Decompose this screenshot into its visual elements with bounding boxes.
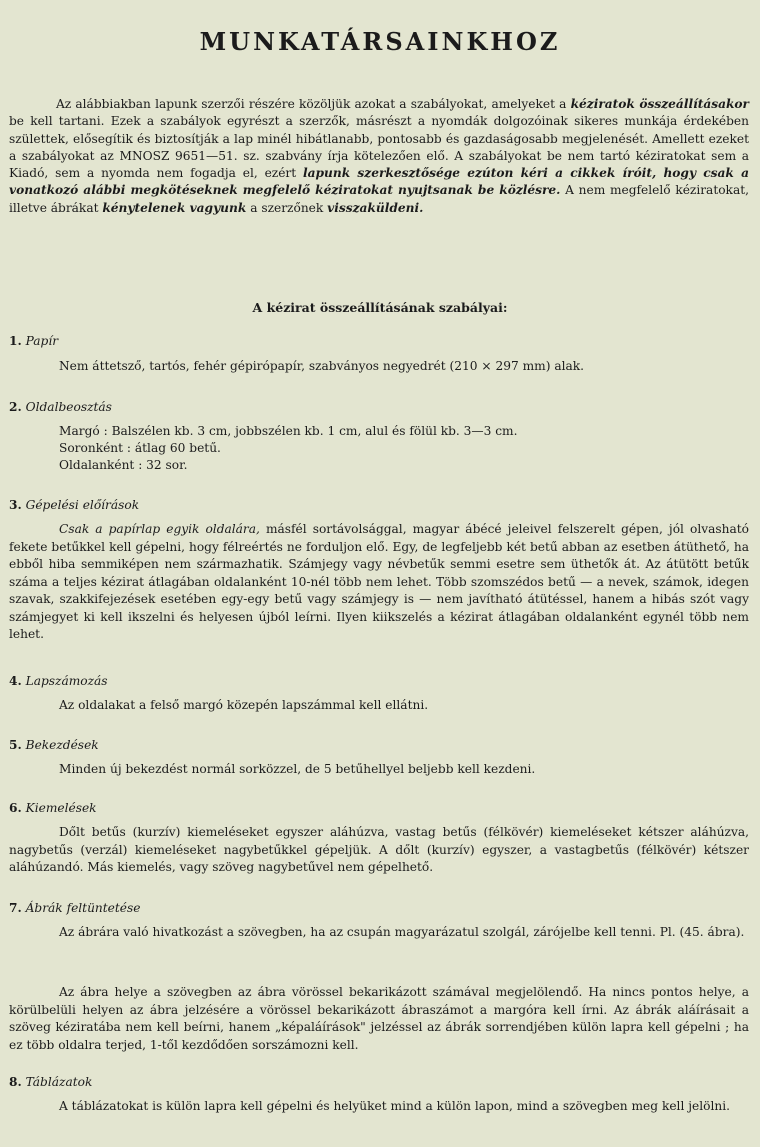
intro-emphasis-3: kénytelenek vagyunk	[102, 200, 247, 215]
section-number: 6.	[9, 801, 22, 815]
section-heading-paragraphs	[9, 738, 99, 752]
intro-text-4: a szerzőnek	[246, 200, 328, 215]
paragraph-text: Nem áttetsző, tartós, fehér gépirópapír, szabványos negyedrét (210 × 297 mm) alak.	[59, 359, 585, 373]
section-title: Kiemelések	[25, 801, 97, 815]
paragraph-text: Az ábrára való hivatkozást a szövegben, ha az csupán magyarázatul szolgál, zárójelbe kell tenni. Pl. (45. ábra).	[59, 925, 745, 939]
paragraph-text: A táblázatokat is külön lapra kell gépelni és helyüket mind a külön lapon, mind a szövegben meg kell jelölni.	[59, 1099, 730, 1113]
section-number: 7.	[9, 901, 22, 915]
section-heading-typing-rules	[9, 498, 139, 512]
section-number: 8.	[9, 1075, 22, 1089]
section-heading-paper	[9, 334, 58, 348]
intro-text-3: A nem megfelelő kéziratokat, illetve ábrákat	[9, 183, 749, 215]
section-title: Oldalbeosztás	[25, 400, 112, 414]
section-title: Bekezdések	[25, 738, 99, 752]
paragraph-text: Az ábra helye a szövegben az ábra vörössel bekarikázott számával megjelölendő. Ha nincs pontos helye, a körülbelüli helyen az ábra jelzésére a vörössel bekarikázott ábraszámot a margóra kell írni. Az ábrák aláírásait a szöveg kéziratába nem kell beírni, hanem „képaláírások" jelzéssel az ábrák sorrendjében külön lapra kell gépelni ; ha ez több oldalra terjed, 1-től kezdődően sorszámozni kell.	[9, 985, 749, 1052]
paragraph-text: Dőlt betűs (kurzív) kiemeléseket egyszer aláhúzva, vastag betűs (félkövér) kiemeléseket kétszer aláhúzva, nagybetűs (verzál) kiemeléseket nagybetűkkel gépeljük. A dőlt (kurzív) egyszer, a vastagbetűs (félkövér) kétszer aláhúzandó. Más kiemelés, vagy szöveg nagybetűvel nem gépelhető.	[9, 825, 749, 874]
section-title: Lapszámozás	[25, 674, 108, 688]
section-text-paragraphs	[9, 761, 749, 779]
section-text-page-numbering	[9, 697, 749, 715]
section-title: Gépelési előírások	[25, 498, 140, 512]
section-number: 5.	[9, 738, 22, 752]
page-title: MUNKATÁRSAINKHOZ	[199, 27, 561, 56]
section-text-paper	[9, 358, 749, 376]
section-heading-page-layout	[9, 400, 112, 414]
paragraph-text: másfél sortávolsággal, magyar ábécé jeleivel felszerelt gépen, jól olvasható fekete betűkkel kell gépelni, hogy félreértés ne forduljon elő. Egy, de legfeljebb két betű abban az esetben átüthető, ha ebből hiba semmiképen nem származhatik. Számjegy vagy névbetűk semmi esetre sem üthetők át. Az átütött betűk száma a teljes kézirat átlagában oldalanként 10-nél több nem lehet. Több szomszédos betű — a nevek, számok, idegen szavak, szakkifejezések esetében egy-egy betű vagy számjegy is — nem javítható átütéssel, hanem a hibás szót vagy számjegyet ki kell ikszelni és helyesen újból leírni. Ilyen kiikszelés a kézirat átlagában oldalanként egynél több nem lehet.	[9, 522, 749, 641]
section-text-figures-1	[9, 924, 749, 942]
intro-paragraph	[9, 96, 749, 217]
section-title: Papír	[25, 334, 59, 348]
section-number: 1.	[9, 334, 22, 348]
layout-line-margin: Margó : Balszélen kb. 3 cm, jobbszélen kb. 1 cm, alul és fölül kb. 3—3 cm.	[59, 424, 518, 438]
section-heading-tables	[9, 1075, 92, 1089]
section-heading-figures	[9, 901, 140, 915]
section-text-tables	[9, 1098, 749, 1116]
section-title: Ábrák feltüntetése	[25, 901, 141, 915]
intro-emphasis-4: visszaküldeni.	[327, 200, 424, 215]
layout-line-per-row: Soronként : átlag 60 betű.	[59, 441, 221, 455]
intro-emphasis-1: kéziratok összeállításakor	[570, 97, 749, 111]
paragraph-emphasis: Csak a papírlap egyik oldalára,	[59, 522, 260, 536]
paragraph-text: Minden új bekezdést normál sorközzel, de 5 betűhellyel beljebb kell kezdeni.	[59, 762, 536, 776]
rules-subtitle: A kézirat összeállításának szabályai:	[252, 300, 508, 315]
section-text-emphasis	[9, 824, 749, 877]
section-text-typing-rules	[9, 521, 749, 644]
section-title: Táblázatok	[25, 1075, 93, 1089]
intro-emphasis-2: lapunk szerkesztősége ezúton kéri a cikkek íróit, hogy csak a vonatkozó alábbi megkötéseknek megfelelő kéziratokat nyujtsanak be közlésre.	[9, 166, 749, 198]
layout-line-per-page: Oldalanként : 32 sor.	[59, 458, 188, 472]
intro-text-2: be kell tartani. Ezek a szabályok egyrészt a szerzők, másrészt a nyomdák dolgozóinak sikeres munkája érdekében születtek, elősegítik és biztosítják a lap minél hibátlanabb, pontosabb és gazdaságosabb megjelenését. Amellett ezeket a szabályokat az MNOSZ 9651—51. sz. szabvány írja kötelezően elő. A szabályokat be nem tartó kéziratokat sem a Kiadó, sem a nyomda nem fogadja el, ezért	[9, 114, 749, 181]
section-number: 3.	[9, 498, 22, 512]
section-number: 4.	[9, 674, 22, 688]
section-number: 2.	[9, 400, 22, 414]
paragraph-text: Az oldalakat a felső margó közepén lapszámmal kell ellátni.	[59, 698, 429, 712]
section-heading-emphasis	[9, 801, 97, 815]
section-heading-page-numbering	[9, 674, 108, 688]
section-text-figures-2	[9, 984, 749, 1054]
intro-text-1: Az alábbiakban lapunk szerzői részére közöljük azokat a szabályokat, amelyeket a	[56, 97, 571, 111]
